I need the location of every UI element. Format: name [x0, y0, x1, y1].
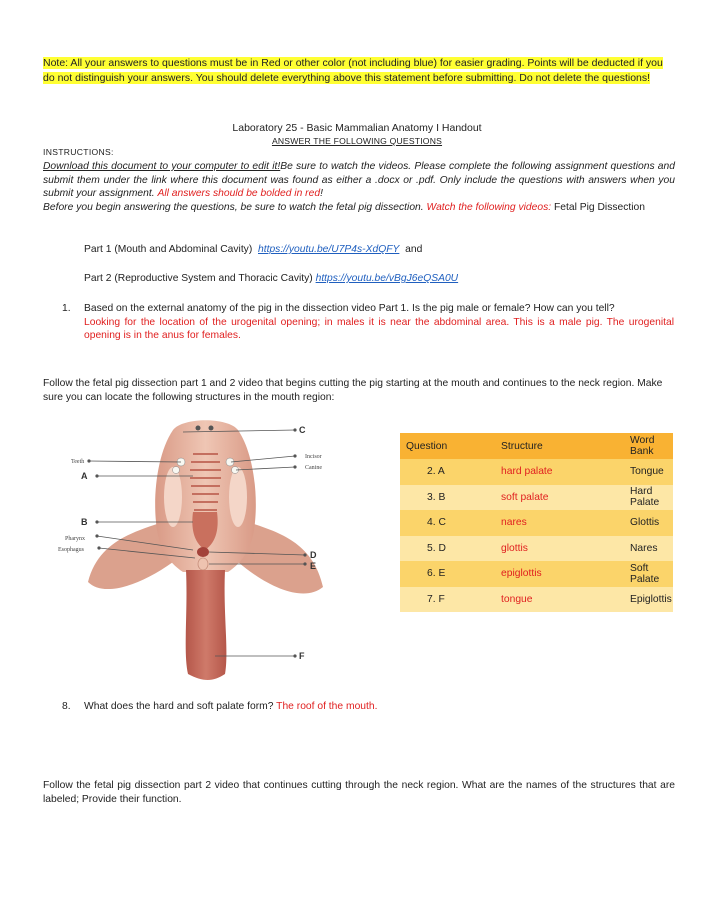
answer-1: Looking for the location of the urogenital opening; in males it is near the abdominal area. This is a male pig. The urogenital opening is in the anus for females. [84, 316, 674, 341]
follow-instructions-1: Follow the fetal pig dissection part 1 and 2 video that begins cutting the pig starting at the mouth and continues to the neck region. Make sure you can locate the following structures in the mouth region: [43, 378, 663, 403]
epiglottis [198, 558, 208, 570]
structure-answer: epiglottis [497, 561, 627, 587]
table-header-row [400, 433, 673, 459]
pig-mouth-diagram [43, 412, 360, 684]
table-row: 2. A hard palate Tongue [400, 459, 673, 485]
label-a: A [81, 471, 88, 481]
structure-answer: nares [497, 510, 627, 536]
naris-right [209, 426, 214, 431]
grading-note: Note: All your answers to questions must be in Red or other color (not including blue) for easier grading. Points will be deducted if you do not distinguish your answers. You should delete everything above this statement before submitting. Do not delete the questions! [43, 57, 663, 84]
label-f: F [299, 651, 305, 661]
label-b: B [81, 517, 88, 527]
bold-red-instruction: All answers should be bolded in red [157, 188, 321, 199]
instructions-heading: INSTRUCTIONS: [43, 147, 114, 157]
label-e: E [310, 561, 317, 571]
right-cheek [229, 467, 247, 527]
before-watch-text: Before you begin answering the questions, be sure to watch the fetal pig dissection. [43, 202, 424, 213]
instructions-text: Be sure to watch the videos. Please complete the following assignment questions and submit them under the link where this document was found as either a .docx or .pdf. Only include the questions with answers when you submit your assignment. [43, 161, 675, 199]
label-pharynx: Pharynx [65, 536, 85, 542]
label-esophagus: Esophagus [58, 547, 84, 553]
table-row: 4. C nares Glottis [400, 510, 673, 536]
structure-answer: glottis [497, 536, 627, 562]
table-row: 7. F tongue Epiglottis [400, 587, 673, 613]
tongue [186, 570, 227, 680]
label-canine: Canine [305, 465, 322, 471]
question-8: What does the hard and soft palate form? The roof of the mouth. [84, 701, 378, 712]
watch-videos-text: Watch the following videos: [426, 202, 552, 213]
structure-answer: soft palate [497, 485, 627, 511]
label-teeth: Teeth [71, 459, 85, 465]
video-link-part-1[interactable]: https://youtu.be/U7P4s-XdQFY [258, 244, 400, 255]
follow-instructions-2: Follow the fetal pig dissection part 2 video that continues cutting through the neck region. What are the names of the structures that are labeled; Provide their function. [43, 780, 675, 805]
glottis [197, 547, 209, 557]
document-subtitle: ANSWER THE FOLLOWING QUESTIONS [271, 136, 443, 146]
tooth-left-2 [173, 467, 180, 474]
video-instructions [43, 201, 675, 215]
table-row: 3. B soft palate Hard Palate [400, 485, 673, 511]
label-c: C [299, 425, 306, 435]
video-part-1: Part 1 (Mouth and Abdominal Cavity) https://youtu.be/U7P4s-XdQFY and [84, 244, 423, 255]
question-8-number: 8. [62, 701, 71, 712]
header-structure: Structure [497, 433, 627, 459]
table-row: 6. E epiglottis Soft Palate [400, 561, 673, 587]
question-1-number: 1. [62, 303, 71, 314]
fetal-pig-dissection-text: Fetal Pig Dissection [554, 202, 645, 213]
naris-left [196, 426, 201, 431]
header-word-bank: Word Bank [627, 433, 673, 459]
label-d: D [310, 550, 317, 560]
instructions-block: Download this document to your computer to edit it!Be sure to watch the videos. Please complete the following assignment questions and submit them under the link where this document was found as either a .docx or .pdf. Only include the questions with answers when you submit your assignment. All answers should be bolded in red! [43, 161, 675, 199]
video-link-part-2[interactable]: https://youtu.be/vBgJ6eQSA0U [315, 273, 459, 284]
structure-answer: hard palate [497, 459, 627, 485]
structure-answer: tongue [497, 587, 627, 613]
question-1: Based on the external anatomy of the pig in the dissection video Part 1. Is the pig male or female? How can you tell? Looking for the location of the urogenital opening; in males it is near the abdominal area. This is a male pig. The urogenital opening is in the anus for females. [84, 303, 674, 341]
answer-8: The roof of the mouth. [276, 701, 378, 712]
video-part-2: Part 2 (Reproductive System and Thoracic Cavity) https://youtu.be/vBgJ6eQSA0U [84, 273, 459, 284]
download-instruction: Download this document to your computer to edit it! [43, 161, 281, 172]
label-incisor: Incisor [305, 454, 322, 460]
header-question: Question [400, 433, 497, 459]
word-bank-table [400, 433, 673, 612]
table-row: 5. D glottis Nares [400, 536, 673, 562]
document-title: Laboratory 25 - Basic Mammalian Anatomy I Handout [232, 122, 482, 134]
